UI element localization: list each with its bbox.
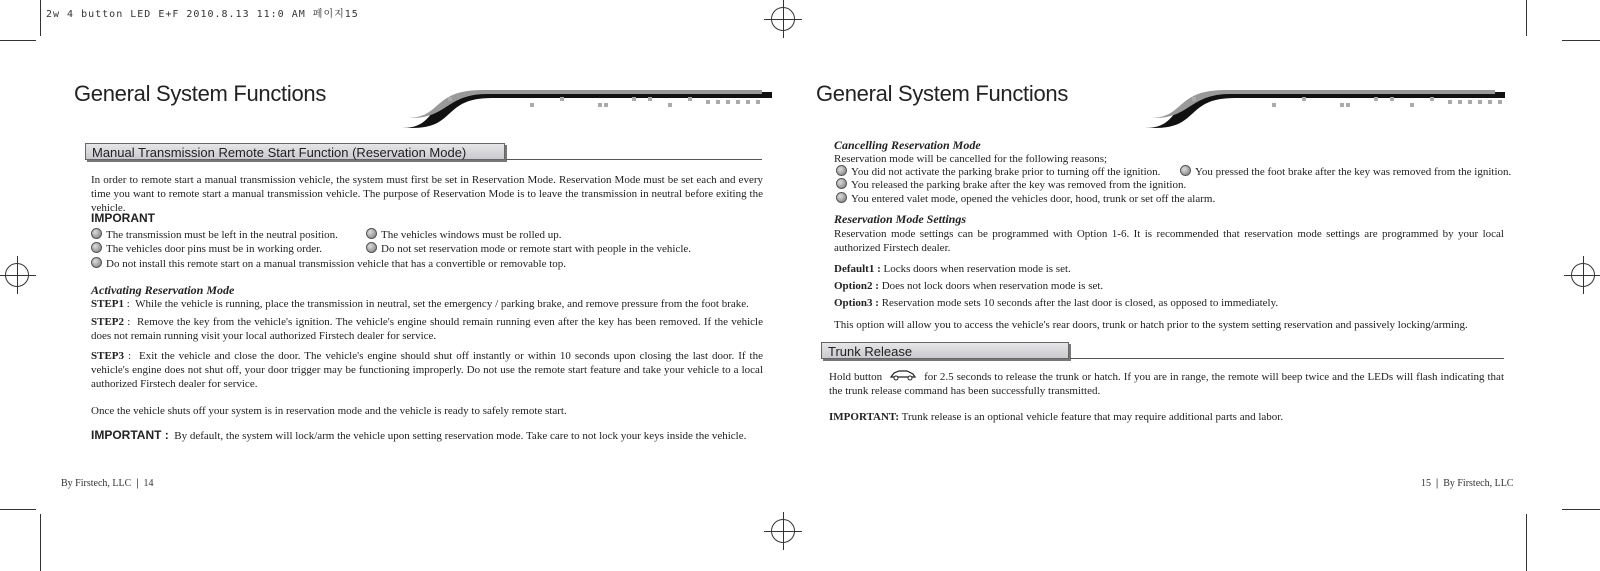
trunk-important-note: IMPORTANT: Trunk release is an optional vehicle feature that may require additional parts and labor. xyxy=(829,411,1284,423)
print-header: 2w 4 button LED E+F 2010.8.13 11:0 AM 페이지15 xyxy=(46,9,359,20)
registration-mark-bottom xyxy=(771,519,795,543)
section-header-trunk-release: Trunk Release xyxy=(821,342,1069,359)
title-swoosh xyxy=(805,88,1505,130)
car-trunk-icon xyxy=(889,369,917,381)
option-note: This option will allow you to access the vehicle's rear doors, trunk or hatch prior to the system setting reservation and passively locking/arming. xyxy=(834,319,1468,331)
page-footer: By Firstech, LLC | 14 xyxy=(61,478,154,489)
option-2: Option2 : Does not lock doors when reservation mode is set. xyxy=(834,280,1104,292)
settings-heading: Reservation Mode Settings xyxy=(834,212,967,226)
bullet-icon xyxy=(91,257,102,268)
trunk-paragraph: Hold button for 2.5 seconds to release the trunk or hatch. If you are in range, the remote will beep twice and the LEDs will flash indicating that the trunk release command has been successfully transmitted. xyxy=(829,371,1504,397)
bullet-icon xyxy=(1180,165,1191,176)
step-1: STEP1 : While the vehicle is running, place the transmission in neutral, set the emergency / parking brake, and remove pressure from the foot brake. xyxy=(91,298,749,310)
important-note: IMPORTANT : By default, the system will lock/arm the vehicle upon setting reservation mode. Take care to not lock your keys inside the vehicle. xyxy=(91,428,747,442)
section-header-manual-transmission: Manual Transmission Remote Start Function (Reservation Mode) xyxy=(85,143,505,160)
list-item: You entered valet mode, opened the vehicles door, hood, trunk or set off the alarm. xyxy=(836,192,1215,206)
step-3: STEP3 : Exit the vehicle and close the door. The vehicle's engine should shut off instantly or within 10 seconds upon closing the last door. If the vehicle's engine does not shut off, your door trigger may be functioning improperly. Do not use the remote start feature and take your vehicle to a local authorized Firstech dealer for service. xyxy=(91,350,763,390)
cancel-intro: Reservation mode will be cancelled for the following reasons; xyxy=(834,153,1108,165)
section-rule xyxy=(1070,358,1504,359)
list-item: The vehicles door pins must be in working order. xyxy=(91,242,322,256)
section-rule xyxy=(506,159,762,160)
cancel-heading: Cancelling Reservation Mode xyxy=(834,138,981,152)
bullet-icon xyxy=(91,242,102,253)
bullet-icon xyxy=(836,165,847,176)
title-swoosh xyxy=(62,88,772,130)
option-3: Option3 : Reservation mode sets 10 seconds after the last door is closed, as opposed to immediately. xyxy=(834,297,1279,309)
bullet-icon xyxy=(366,242,377,253)
bullet-icon xyxy=(91,228,102,239)
step-2: STEP2 : Remove the key from the vehicle's ignition. The vehicle's engine should remain running even after the key has been removed. If the vehicle does not remain running visit your local authorized Firstech dealer for service. xyxy=(91,316,764,342)
registration-mark-right xyxy=(1571,263,1595,287)
bullet-icon xyxy=(836,192,847,203)
important-heading: IMPORANT xyxy=(91,211,155,225)
list-item: You did not activate the parking brake prior to turning off the ignition. xyxy=(836,165,1160,179)
settings-paragraph: Reservation mode settings can be programmed with Option 1-6. It is recommended that reservation mode settings are programmed by your local authorized Firstech dealer. xyxy=(834,228,1504,254)
bullet-icon xyxy=(836,178,847,189)
list-item: You pressed the foot brake after the key was removed from the ignition. xyxy=(1180,165,1511,179)
list-item: Do not set reservation mode or remote start with people in the vehicle. xyxy=(366,242,691,256)
registration-mark-left xyxy=(5,263,29,287)
page-title: General System Functions xyxy=(74,81,327,106)
registration-mark-top xyxy=(771,7,795,31)
option-default1: Default1 : Locks doors when reservation mode is set. xyxy=(834,263,1071,275)
list-item: The vehicles windows must be rolled up. xyxy=(366,228,562,242)
page-footer: 15 | By Firstech, LLC xyxy=(1421,478,1514,489)
list-item: You released the parking brake after the key was removed from the ignition. xyxy=(836,178,1186,192)
once-paragraph: Once the vehicle shuts off your system is in reservation mode and the vehicle is ready to safely remote start. xyxy=(91,405,567,417)
list-item: Do not install this remote start on a manual transmission vehicle that has a convertible or removable top. xyxy=(91,257,566,271)
intro-paragraph: In order to remote start a manual transmission vehicle, the system must first be set in Reservation Mode. Reservation Mode must be set each and every time you want to remote start a manual transmission vehicle. The purpose of Reservation Mode is to leave the transmission in neutral before exiting the vehicle. xyxy=(91,174,763,214)
page-title: General System Functions xyxy=(816,81,1069,106)
list-item: The transmission must be left in the neutral position. xyxy=(91,228,338,242)
activating-heading: Activating Reservation Mode xyxy=(91,283,235,297)
bullet-icon xyxy=(366,228,377,239)
